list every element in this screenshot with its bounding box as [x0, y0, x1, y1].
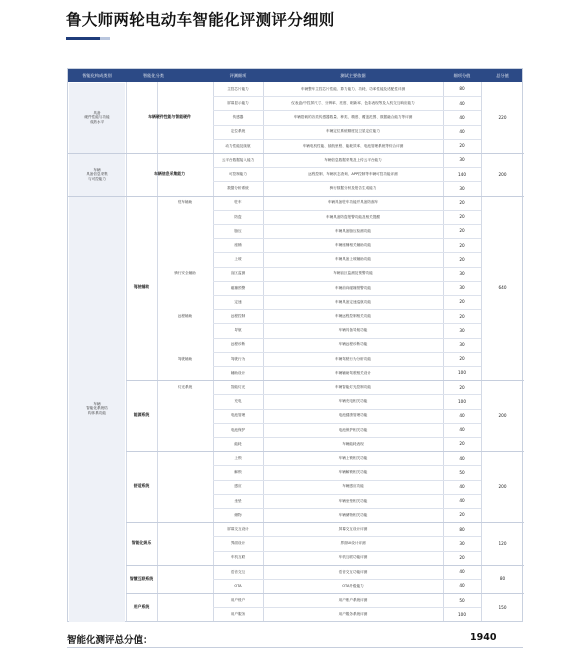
item-score: 20	[459, 356, 465, 362]
header-basis: 测试主要依据	[340, 73, 366, 78]
eval-item: 上锁	[234, 456, 242, 461]
item-score: 40	[459, 455, 465, 461]
item-score: 80	[459, 86, 465, 92]
test-basis: 车辆储物相关功能	[338, 512, 368, 517]
header-item-score: 细项分值	[453, 73, 471, 78]
title-underline	[66, 37, 100, 40]
test-basis: 语音交互功能评测	[338, 569, 368, 574]
eval-item: 座桶	[234, 243, 242, 248]
eval-item: 感应	[234, 484, 242, 489]
test-basis: 车辆电机性能、续航里程、能耗效率、电池管理系统等综合评测	[302, 143, 404, 148]
section-total-score: 120	[498, 540, 507, 546]
item-score: 30	[459, 185, 465, 191]
item-score: 20	[459, 313, 465, 319]
item-score: 50	[459, 597, 465, 603]
page-title: 鲁大师两轮电动车智能化评测评分细则	[66, 11, 335, 29]
section-total-score: 200	[498, 171, 507, 177]
test-basis: 屏幕交互设计评测	[338, 527, 368, 532]
eval-item: 屏幕交互设计	[227, 527, 249, 532]
section-total-score: 200	[498, 484, 507, 490]
item-score: 40	[459, 498, 465, 504]
category-label: 车辆 具备信息采集 与可控能力	[86, 167, 108, 181]
eval-item: 储物	[234, 512, 242, 517]
eval-item: 碰撞预警	[230, 285, 246, 290]
item-score: 40	[459, 129, 465, 135]
item-score: 50	[459, 469, 465, 475]
section-label: 驾驶辅助	[133, 284, 150, 290]
eval-item: 胎压	[234, 228, 242, 233]
section-divider	[126, 593, 524, 594]
section-label: 智能化娱乐	[131, 540, 152, 546]
eval-item: 定速	[234, 299, 242, 304]
item-score: 40	[459, 569, 465, 575]
eval-item: 电池保护	[230, 427, 246, 432]
sub-classification: 驾驶辅助	[177, 356, 193, 361]
item-score: 40	[459, 484, 465, 490]
test-basis: 骑行数据分析及报告生成能力	[329, 186, 377, 191]
test-basis: 车辆具备胎压检测功能	[335, 228, 371, 233]
eval-item: 电池管理	[230, 413, 246, 418]
header-total-score: 总分值	[496, 73, 509, 78]
eval-item: 智能灯光	[230, 385, 246, 390]
header-category: 智能化构成类别	[82, 73, 112, 78]
test-basis: 用户账户系统评测	[338, 598, 368, 603]
eval-item: 云平台数据接入能力	[221, 157, 255, 162]
table-header	[68, 69, 522, 82]
test-basis: 车辆具备导航功能	[338, 328, 368, 333]
item-score: 100	[458, 611, 466, 617]
test-basis: 车辆坐垫相关功能	[338, 498, 368, 503]
item-score: 30	[459, 540, 465, 546]
total-score-value: 1940	[470, 632, 497, 643]
section-total-score: 150	[498, 604, 507, 610]
item-score: 20	[459, 555, 465, 561]
test-basis: 电池健康管理功能	[338, 413, 368, 418]
eval-item: 驾驶行为	[230, 356, 246, 361]
sub-classification: 远程辅助	[177, 314, 193, 319]
test-basis: 车辆整车主控芯片性能、算力能力、功耗、功率性能及适配性评测	[300, 86, 406, 91]
title-underline-light	[100, 37, 110, 40]
item-score: 30	[459, 271, 465, 277]
eval-item: 驻车	[234, 200, 242, 205]
test-basis: 用户服务系统评测	[338, 612, 368, 617]
section-divider	[126, 380, 524, 381]
eval-item: 充电	[234, 399, 242, 404]
item-score: 30	[459, 285, 465, 291]
header-classification: 智能化分类	[143, 73, 164, 78]
test-basis: 车辆具备驻车功能并具备防溜车	[327, 200, 379, 205]
eval-item: 用户服务	[230, 612, 246, 617]
test-basis: OTA升级能力	[342, 583, 364, 588]
test-basis: 车辆信息数据采集及上传云平台能力	[324, 157, 382, 162]
eval-item: 主控芯片能力	[227, 86, 249, 91]
eval-item: 辅助设计	[230, 370, 246, 375]
section-divider	[126, 196, 524, 197]
section-divider	[126, 451, 524, 452]
section-label: 智慧互联系统	[129, 575, 154, 581]
test-basis: 电池保护相关功能	[338, 427, 368, 432]
test-basis: 车辆智能灯光控制功能	[335, 385, 371, 390]
eval-item: 界面设计	[230, 541, 246, 546]
eval-item: OTA	[234, 583, 242, 588]
test-basis: 车辆远程诊断功能	[338, 342, 368, 347]
test-basis: 车辆辅助驾驶相关设计	[335, 370, 371, 375]
section-total-score: 200	[498, 413, 507, 419]
test-basis: 车辆远程控制相关功能	[335, 314, 371, 319]
section-total-score: 80	[499, 576, 506, 582]
section-label: 车辆硬件性能与智能硬件	[148, 114, 191, 120]
eval-item: 解锁	[234, 470, 242, 475]
eval-item: 用户账户	[230, 598, 246, 603]
test-basis: 车辆定位系统精度及卫星定位能力	[326, 129, 380, 134]
test-basis: 远程控制、车辆状态查询、APP控制等车辆可控功能评测	[308, 172, 398, 177]
eval-item: 远程诊断	[230, 342, 246, 347]
item-score: 20	[459, 242, 465, 248]
section-label: 车辆信息采集能力	[153, 170, 186, 176]
item-score: 80	[459, 526, 465, 532]
eval-item: 数据分析系统	[227, 186, 249, 191]
test-basis: 车辆前向碰撞预警功能	[335, 285, 371, 290]
section-divider	[126, 522, 524, 523]
item-score: 30	[459, 157, 465, 163]
test-basis: 车辆具备防盗报警功能及相关提醒	[326, 214, 380, 219]
item-score: 20	[459, 512, 465, 518]
sub-classification: 骑行安全辅助	[174, 271, 196, 276]
item-score: 20	[459, 228, 465, 234]
item-score: 40	[459, 114, 465, 120]
bottom-divider	[67, 647, 523, 648]
test-basis: 车机互联功能评测	[338, 555, 368, 560]
eval-item: 上坡	[234, 257, 242, 262]
test-basis: 车辆感应功能	[342, 484, 364, 489]
item-score: 140	[458, 171, 466, 177]
item-score: 30	[459, 327, 465, 333]
test-basis: 界面UI设计评测	[340, 541, 366, 546]
test-basis: 车辆盲区监测及预警功能	[333, 271, 373, 276]
sub-classification: 灯光系统	[177, 385, 193, 390]
item-score: 20	[459, 384, 465, 390]
eval-item: 语音交互	[230, 569, 246, 574]
item-score: 20	[459, 143, 465, 149]
section-divider	[126, 565, 524, 566]
eval-item: 可控制能力	[229, 172, 247, 177]
eval-item: 传感器	[232, 115, 244, 120]
test-basis: 车辆座桶相关辅助功能	[335, 243, 371, 248]
item-score: 30	[459, 342, 465, 348]
test-basis: 车辆解锁相关功能	[338, 470, 368, 475]
item-score: 40	[459, 413, 465, 419]
test-basis: 车辆具备上坡辅助功能	[335, 257, 371, 262]
test-basis: 车辆搭载的各类传感器数量、种类、精度、覆盖范围、数据融合能力等评测	[293, 115, 413, 120]
sub-classification: 驻车辅助	[177, 200, 193, 205]
eval-item: 定位系统	[230, 129, 246, 134]
scoring-table	[67, 68, 523, 622]
item-score: 40	[459, 427, 465, 433]
eval-item: 能耗	[234, 441, 242, 446]
eval-item: 坐垫	[234, 498, 242, 503]
item-score: 100	[458, 370, 466, 376]
eval-item: 盲区监测	[230, 271, 246, 276]
item-score: 20	[459, 200, 465, 206]
eval-item: 防盗	[234, 214, 242, 219]
section-divider	[126, 153, 524, 154]
test-basis: 车辆上锁相关功能	[338, 456, 368, 461]
section-total-score: 220	[498, 114, 507, 120]
eval-item: 屏幕显示能力	[227, 101, 249, 106]
test-basis: 车辆能耗表现	[342, 441, 364, 446]
item-score: 20	[459, 441, 465, 447]
item-score: 20	[459, 256, 465, 262]
item-score: 20	[459, 299, 465, 305]
item-score: 100	[458, 398, 466, 404]
eval-item: 导航	[234, 328, 242, 333]
section-label: 舒适系统	[133, 483, 150, 489]
category-label: 车辆 智能化系统结 构体系功能	[86, 401, 108, 415]
eval-item: 远程控制	[230, 314, 246, 319]
item-score: 40	[459, 100, 465, 106]
eval-item: 动力性能及续航	[225, 143, 251, 148]
section-label: 能源系统	[133, 412, 150, 418]
section-label: 用户系统	[133, 603, 150, 609]
test-basis: 仪表盘/中控屏尺寸、分辨率、亮度、刷新率、色彩表现等及人机交互响应能力	[291, 101, 415, 106]
eval-item: 车机互联	[230, 555, 246, 560]
header-item: 评测细项	[229, 73, 247, 78]
category-label: 具备 硬件性能与功能 成熟水平	[84, 110, 110, 124]
test-basis: 车辆充电相关功能	[338, 399, 368, 404]
section-total-score: 640	[498, 285, 507, 291]
total-score-label: 智能化测评总分值：	[67, 635, 153, 646]
item-score: 20	[459, 214, 465, 220]
test-basis: 车辆具备定速巡航功能	[335, 299, 371, 304]
test-basis: 车辆驾驶行为分析功能	[335, 356, 371, 361]
item-score: 40	[459, 583, 465, 589]
